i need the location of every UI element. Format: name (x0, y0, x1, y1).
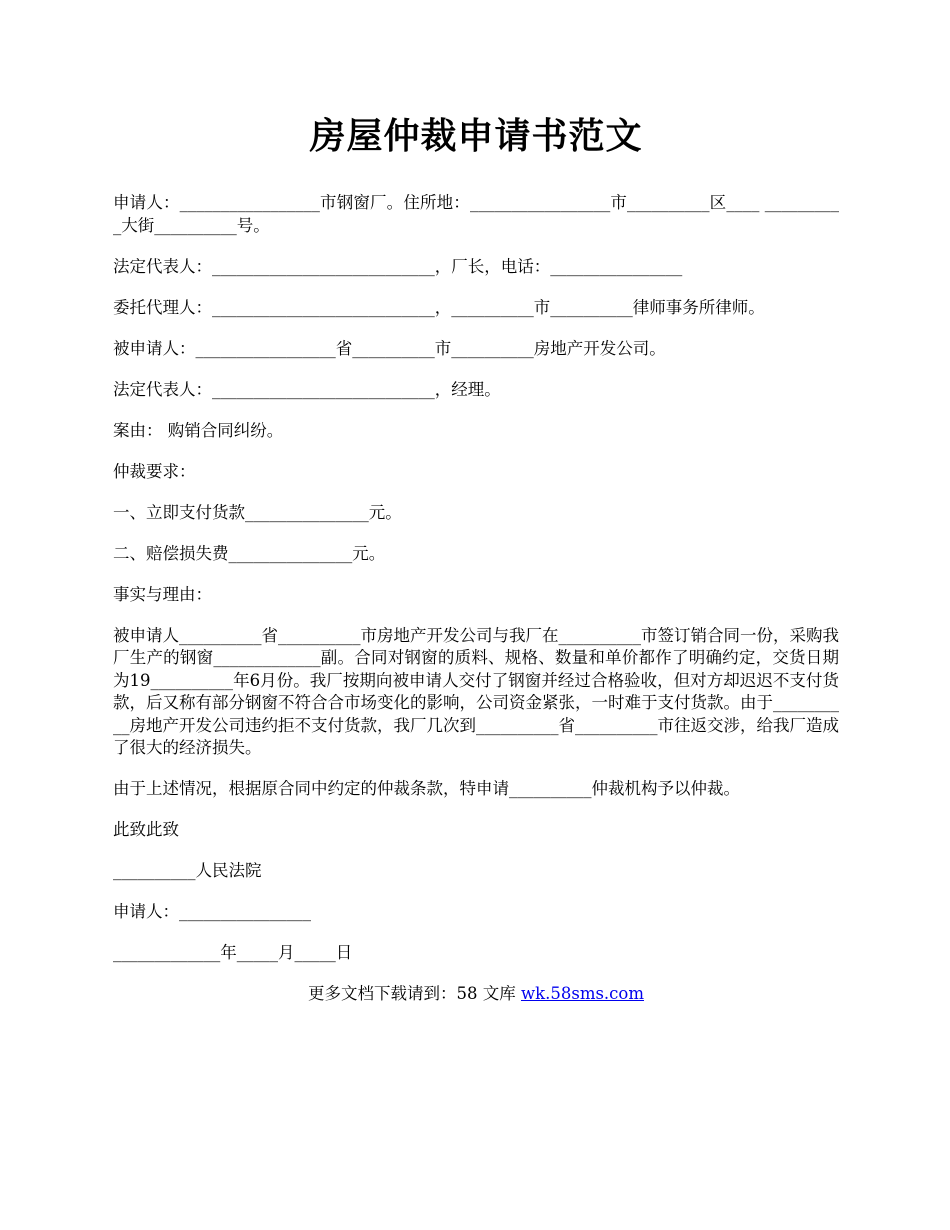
document-page (113, 108, 839, 1006)
legal-representative-paragraph: 法定代表人：___________________________，厂长，电话：________________ (113, 256, 683, 276)
facts-body-paragraph: 被申请人__________省__________市房地产开发公司与我厂在__________市签订销合同一份，采购我厂生产的钢窗_____________副。合同对钢窗的质料、规格、数量和单价都作了明确约定，交货日期为19__________年6月份。我厂按期向被申请人交付了钢窗并经过合格验收，但对方却迟迟不支付货款，后又称有部分钢窗不符合合市场变化的影响，公司资金紧张，一时难于支付货款。由于__________房地产开发公司违约拒不支付货款，我厂几次到__________省__________市往返交涉，给我厂造成了很大的经济损失。 (113, 625, 839, 757)
authorized-agent-paragraph: 委托代理人：___________________________，__________市__________律师事务所律师。 (113, 297, 765, 317)
request-item-1: 一、立即支付货款_______________元。 (113, 502, 402, 522)
respondent-legal-representative-paragraph: 法定代表人：___________________________，经理。 (113, 379, 501, 399)
footer-text: 更多文档下载请到：58 文库 (307, 984, 521, 1003)
respondent-paragraph: 被申请人：_________________省__________市__________房地产开发公司。 (113, 338, 666, 358)
footer-link[interactable]: wk.58sms.com (520, 984, 644, 1003)
applicant-paragraph: 申请人：_________________市钢窗厂。住所地：_________________市__________区____ __________大街__________号。 (113, 193, 839, 235)
date-line: _____________年_____月_____日 (113, 943, 353, 962)
case-cause-paragraph: 案由： 购销合同纠纷。 (113, 420, 284, 440)
arbitration-requests-heading: 仲裁要求： (113, 461, 196, 481)
court-line: __________人民法院 (113, 861, 262, 880)
conclusion-paragraph: 由于上述情况，根据原合同中约定的仲裁条款，特申请__________仲裁机构予以仲裁。 (113, 779, 740, 798)
facts-reasons-heading: 事实与理由： (113, 584, 212, 604)
request-item-2: 二、赔偿损失费_______________元。 (113, 543, 386, 563)
document-title: 房屋仲裁申请书范文 (309, 115, 643, 157)
signature-line: 申请人：________________ (113, 902, 311, 921)
salutation-line: 此致此致 (113, 820, 179, 839)
download-footer (113, 983, 839, 1006)
